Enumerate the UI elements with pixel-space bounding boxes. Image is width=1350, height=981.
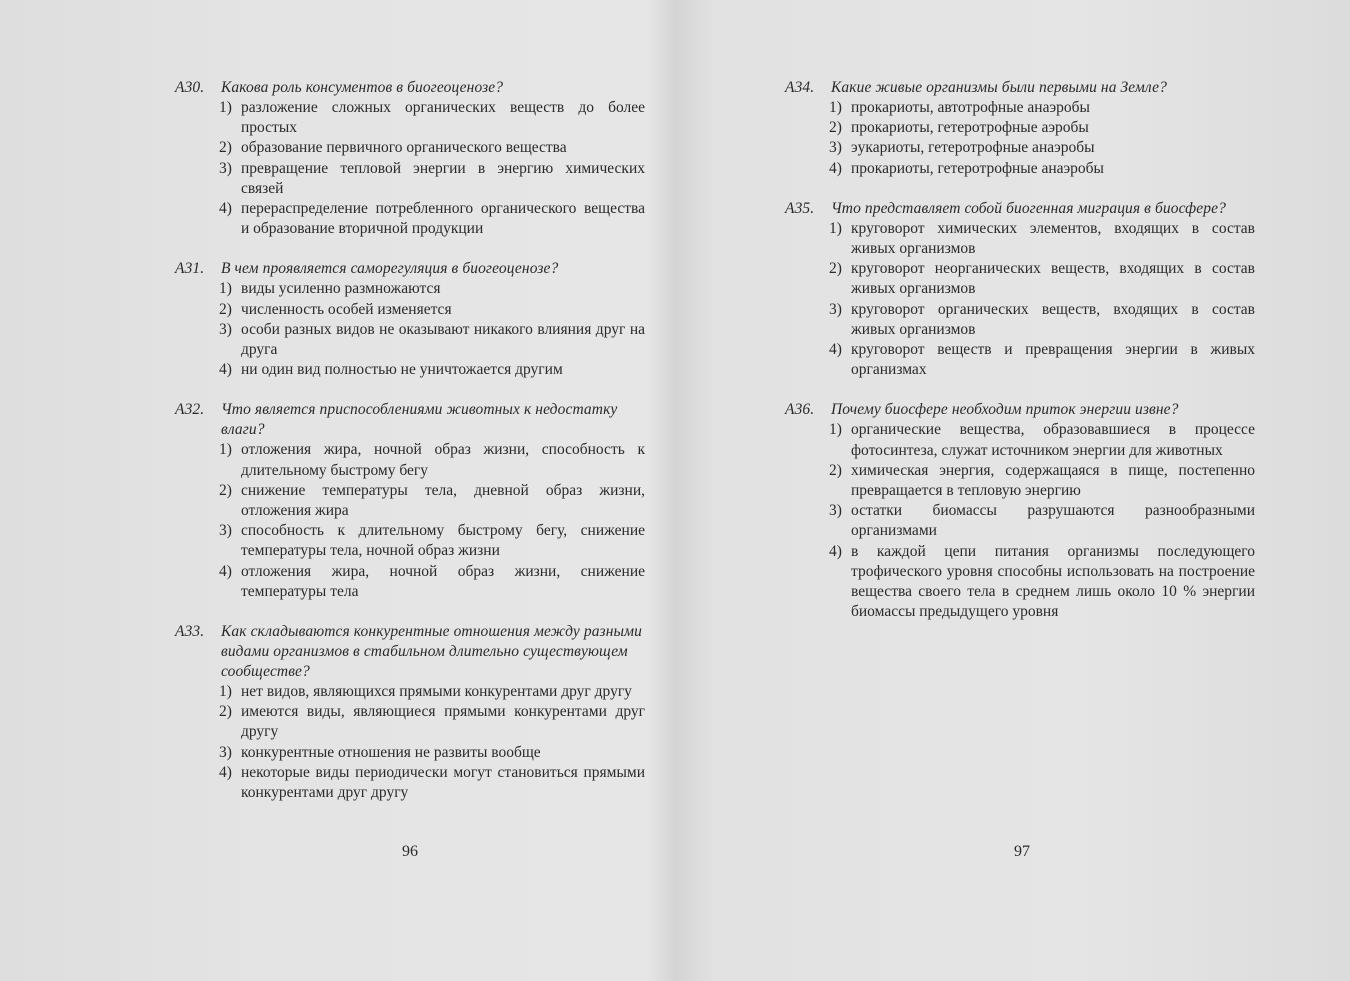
- question-block: [175, 622, 645, 803]
- question-text: Какова роль консументов в биогеоценозе?: [221, 79, 504, 96]
- answer-option: [785, 340, 1255, 380]
- answer-option: [175, 682, 645, 702]
- answer-option: [785, 219, 1255, 259]
- option-number: 2): [829, 461, 842, 479]
- answer-option: [785, 420, 1255, 460]
- option-number: 1): [219, 99, 232, 116]
- answer-option: [175, 743, 645, 763]
- option-text: прокариоты, гетеротрофные анаэробы: [851, 159, 1104, 177]
- option-number: 3): [219, 743, 232, 761]
- answer-options: [785, 420, 1255, 622]
- option-number: 2): [219, 300, 232, 318]
- answer-options: [175, 279, 645, 380]
- answer-option: [785, 118, 1255, 138]
- page-number: 96: [402, 843, 418, 860]
- question-text: Что является приспособлениями животных к недостатку влаги?: [221, 401, 618, 439]
- answer-options: [175, 98, 645, 239]
- answer-option: [175, 279, 645, 299]
- option-text: образование первичного органического вещества: [241, 139, 567, 157]
- option-text: некоторые виды периодически могут становиться прямыми конкурентами друг другу: [241, 763, 645, 802]
- answer-option: [175, 199, 645, 239]
- question-heading: [785, 78, 1255, 98]
- answer-option: [175, 320, 645, 360]
- option-text: перераспределение потребленного органического вещества и образование вторичной продукции: [241, 200, 645, 238]
- answer-options: [175, 440, 645, 602]
- option-number: 1): [219, 280, 232, 298]
- option-text: конкурентные отношения не развиты вообще: [241, 743, 541, 761]
- question-heading: [175, 78, 645, 98]
- option-number: 1): [829, 421, 842, 439]
- option-text: снижение температуры тела, дневной образ жизни, отложения жира: [241, 481, 645, 520]
- option-text: эукариоты, гетеротрофные анаэробы: [851, 139, 1095, 157]
- option-number: 3): [829, 300, 842, 318]
- option-number: 2): [829, 260, 842, 278]
- answer-option: [785, 542, 1255, 623]
- answer-option: [785, 159, 1255, 179]
- answer-option: [175, 360, 645, 380]
- option-number: 3): [219, 320, 232, 338]
- option-number: 3): [219, 159, 232, 177]
- option-text: имеются виды, являющиеся прямыми конкурентами друг другу: [241, 703, 645, 741]
- answer-options: [175, 682, 645, 803]
- option-number: 2): [829, 119, 842, 137]
- question-block: [785, 400, 1255, 622]
- answer-option: [785, 259, 1255, 299]
- option-text: особи разных видов не оказывают никакого влияния друг на друга: [241, 320, 645, 359]
- question-number: А32.: [175, 401, 205, 419]
- option-number: 4): [219, 200, 232, 218]
- answer-option: [175, 562, 645, 602]
- option-text: в каждой цепи питания организмы последующего трофического уровня способны использовать на построение вещества своего тела в среднем лишь около 10 % энергии биомассы предыдущего уровня: [851, 542, 1255, 621]
- right-page-questions: [785, 78, 1255, 642]
- answer-option: [785, 98, 1255, 118]
- question-heading: [175, 400, 645, 440]
- option-number: 4): [829, 341, 842, 359]
- question-number: А30.: [175, 79, 205, 96]
- option-text: химическая энергия, содержащаяся в пище, постепенно превращается в тепловую энергию: [851, 461, 1255, 500]
- answer-option: [785, 300, 1255, 340]
- answer-options: [785, 98, 1255, 179]
- option-text: круговорот химических элементов, входящих в состав живых организмов: [851, 219, 1255, 258]
- option-number: 4): [219, 562, 232, 580]
- question-block: [175, 400, 645, 602]
- option-text: круговорот органических веществ, входящих в состав живых организмов: [851, 300, 1255, 338]
- answer-option: [785, 461, 1255, 501]
- question-number: А35.: [785, 199, 815, 217]
- option-number: 4): [829, 159, 842, 177]
- option-text: прокариоты, гетеротрофные аэробы: [851, 119, 1089, 137]
- option-number: 3): [829, 502, 842, 520]
- answer-option: [175, 98, 645, 138]
- question-text: В чем проявляется саморегуляция в биогеоценозе?: [221, 260, 559, 278]
- question-text: Что представляет собой биогенная миграция в биосфере?: [831, 199, 1226, 217]
- question-block: [175, 259, 645, 380]
- option-text: органические вещества, образовавшиеся в процессе фотосинтеза, служат источником энергии для животных: [851, 421, 1255, 459]
- question-number: А31.: [175, 260, 205, 278]
- option-number: 3): [219, 522, 232, 540]
- question-block: [785, 78, 1255, 179]
- option-text: виды усиленно размножаются: [241, 280, 441, 298]
- option-number: 2): [219, 481, 232, 499]
- answer-option: [175, 521, 645, 561]
- option-number: 1): [829, 219, 842, 237]
- answer-option: [175, 702, 645, 742]
- option-text: разложение сложных органических веществ до более простых: [241, 99, 645, 137]
- question-heading: [175, 622, 645, 682]
- option-text: способность к длительному быстрому бегу, снижение температуры тела, ночной образ жизни: [241, 522, 645, 560]
- option-number: 4): [219, 763, 232, 781]
- option-text: прокариоты, автотрофные анаэробы: [851, 99, 1090, 116]
- option-text: круговорот веществ и превращения энергии в живых организмах: [851, 341, 1255, 379]
- option-text: превращение тепловой энергии в энергию химических связей: [241, 159, 645, 197]
- question-block: [175, 78, 645, 239]
- answer-options: [785, 219, 1255, 381]
- question-heading: [785, 400, 1255, 420]
- option-text: остатки биомассы разрушаются разнообразными организмами: [851, 502, 1255, 540]
- question-number: А34.: [785, 79, 815, 96]
- answer-option: [175, 300, 645, 320]
- answer-option: [175, 138, 645, 158]
- option-text: отложения жира, ночной образ жизни, способность к длительному быстрому бегу: [241, 441, 645, 479]
- option-text: ни один вид полностью не уничтожается другим: [241, 361, 563, 379]
- question-number: А36.: [785, 401, 815, 419]
- option-number: 4): [829, 542, 842, 560]
- option-text: круговорот неорганических веществ, входящих в состав живых организмов: [851, 260, 1255, 298]
- option-number: 1): [219, 441, 232, 459]
- question-heading: [785, 199, 1255, 219]
- left-page-questions: [175, 78, 645, 823]
- option-number: 1): [219, 683, 232, 701]
- option-number: 1): [829, 99, 842, 116]
- answer-option: [785, 138, 1255, 158]
- question-text: Как складываются конкурентные отношения между разными видами организмов в стабильном длительно существующем сообществе?: [221, 623, 642, 681]
- option-number: 2): [219, 139, 232, 157]
- option-text: отложения жира, ночной образ жизни, снижение температуры тела: [241, 562, 645, 600]
- question-heading: [175, 259, 645, 279]
- option-text: численность особей изменяется: [241, 300, 452, 318]
- option-number: 2): [219, 703, 232, 721]
- question-text: Почему биосфере необходим приток энергии извне?: [831, 401, 1179, 419]
- option-text: нет видов, являющихся прямыми конкурентами друг другу: [241, 683, 632, 701]
- answer-option: [175, 763, 645, 803]
- answer-option: [175, 440, 645, 480]
- option-number: 4): [219, 361, 232, 379]
- question-block: [785, 199, 1255, 381]
- answer-option: [785, 501, 1255, 541]
- answer-option: [175, 481, 645, 521]
- question-number: А33.: [175, 623, 205, 641]
- answer-option: [175, 159, 645, 199]
- page-number: 97: [1014, 843, 1030, 860]
- question-text: Какие живые организмы были первыми на Земле?: [831, 79, 1167, 96]
- option-number: 3): [829, 139, 842, 157]
- right-page: [675, 0, 1350, 981]
